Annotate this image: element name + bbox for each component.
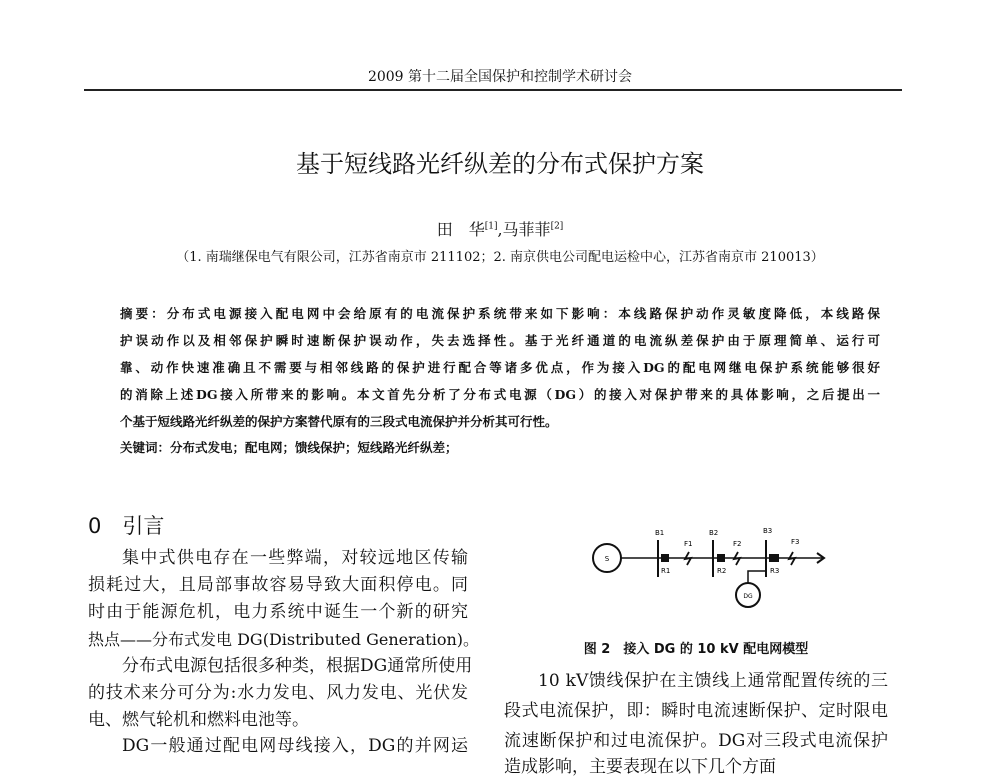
header-rule <box>84 89 902 91</box>
fault-icon <box>685 552 691 565</box>
label-dg: DG <box>743 593 753 600</box>
label-b2: B2 <box>709 529 719 537</box>
body-line: 集中式供电存在一些弊端，对较远地区传输 <box>122 548 468 568</box>
author-1: 田 华 <box>436 220 485 239</box>
body-line: 热点——分布式发电 DG(Distributed Generation)。 <box>88 630 480 649</box>
body-line: DG一般通过配电网母线接入，DG的并网运 <box>122 736 468 756</box>
body-line: 造成影响，主要表现在以下几个方面 <box>504 757 776 777</box>
body-line: 10 kV馈线保护在主馈线上通常配置传统的三 <box>538 671 888 691</box>
affiliations: （1. 南瑞继保电气有限公司，江苏省南京市 211102；2. 南京供电公司配电运检中心，江苏省南京市 210013） <box>176 250 824 265</box>
abstract-line: 个基于短线路光纤纵差的保护方案替代原有的三段式电流保护并分析其可行性。 <box>120 414 558 429</box>
paper-title: 基于短线路光纤纵差的分布式保护方案 <box>296 150 704 178</box>
fault-icon <box>789 552 795 565</box>
abstract-line: 护误动作以及相邻保护瞬时速断保护误动作，失去选择性。基于光纤通道的电流纵差保护由于原理简单、运行可 <box>120 333 880 348</box>
body-line: 电、燃气轮机和燃料电池等。 <box>88 710 309 730</box>
breaker-r1 <box>661 554 669 562</box>
label-r2: R2 <box>717 567 727 575</box>
abstract-line: 的消除上述DG接入所带来的影响。本文首先分析了分布式电源（DG）的接入对保护带来的具体影响，之后提出一 <box>120 387 880 402</box>
label-r1: R1 <box>661 567 671 575</box>
fault-icon <box>734 552 740 565</box>
author-2: 马菲菲 <box>502 220 551 239</box>
label-f3: F3 <box>791 538 800 546</box>
running-header: 2009 第十二届全国保护和控制学术研讨会 <box>367 69 633 85</box>
label-r3: R3 <box>770 567 780 575</box>
body-line: 损耗过大，且局部事故容易导致大面积停电。同 <box>88 575 468 595</box>
dg-connection <box>748 571 766 583</box>
label-f1: F1 <box>684 540 693 548</box>
abstract-line: 靠、动作快速准确且不需要与相邻线路的保护进行配合等诸多优点，作为接入DG的配电网继电保护系统能够很好 <box>120 360 880 375</box>
section-heading: 0 引言 <box>88 514 165 538</box>
body-line: 流速断保护和过电流保护。DG对三段式电流保护 <box>504 731 888 751</box>
figure-caption: 图 2 接入 DG 的 10 kV 配电网模型 <box>583 642 809 657</box>
affil-mark: [2] <box>550 221 564 232</box>
label-s: S <box>604 555 610 563</box>
label-f2: F2 <box>733 540 742 548</box>
label-b3: B3 <box>763 527 773 535</box>
body-line: 的技术来分可分为:水力发电、风力发电、光伏发 <box>88 683 468 703</box>
authors <box>0 217 1000 240</box>
breaker-r2 <box>717 554 725 562</box>
body-line: 时由于能源危机，电力系统中诞生一个新的研究 <box>88 602 468 622</box>
body-line: 分布式电源包括很多种类，根据DG通常所使用 <box>122 656 473 676</box>
abstract-line: 摘要：分布式电源接入配电网中会给原有的电流保护系统带来如下影响：本线路保护动作灵敏度降低，本线路保 <box>120 306 880 321</box>
affil-mark: [1] <box>484 221 498 232</box>
body-line: 段式电流保护，即：瞬时电流速断保护、定时限电 <box>504 701 888 721</box>
label-b1: B1 <box>655 529 665 537</box>
author-sep: , <box>497 220 503 239</box>
network-diagram <box>585 515 835 615</box>
breaker-r3 <box>769 554 779 562</box>
keywords: 关键词：分布式发电；配电网；馈线保护；短线路光纤纵差； <box>120 440 458 455</box>
